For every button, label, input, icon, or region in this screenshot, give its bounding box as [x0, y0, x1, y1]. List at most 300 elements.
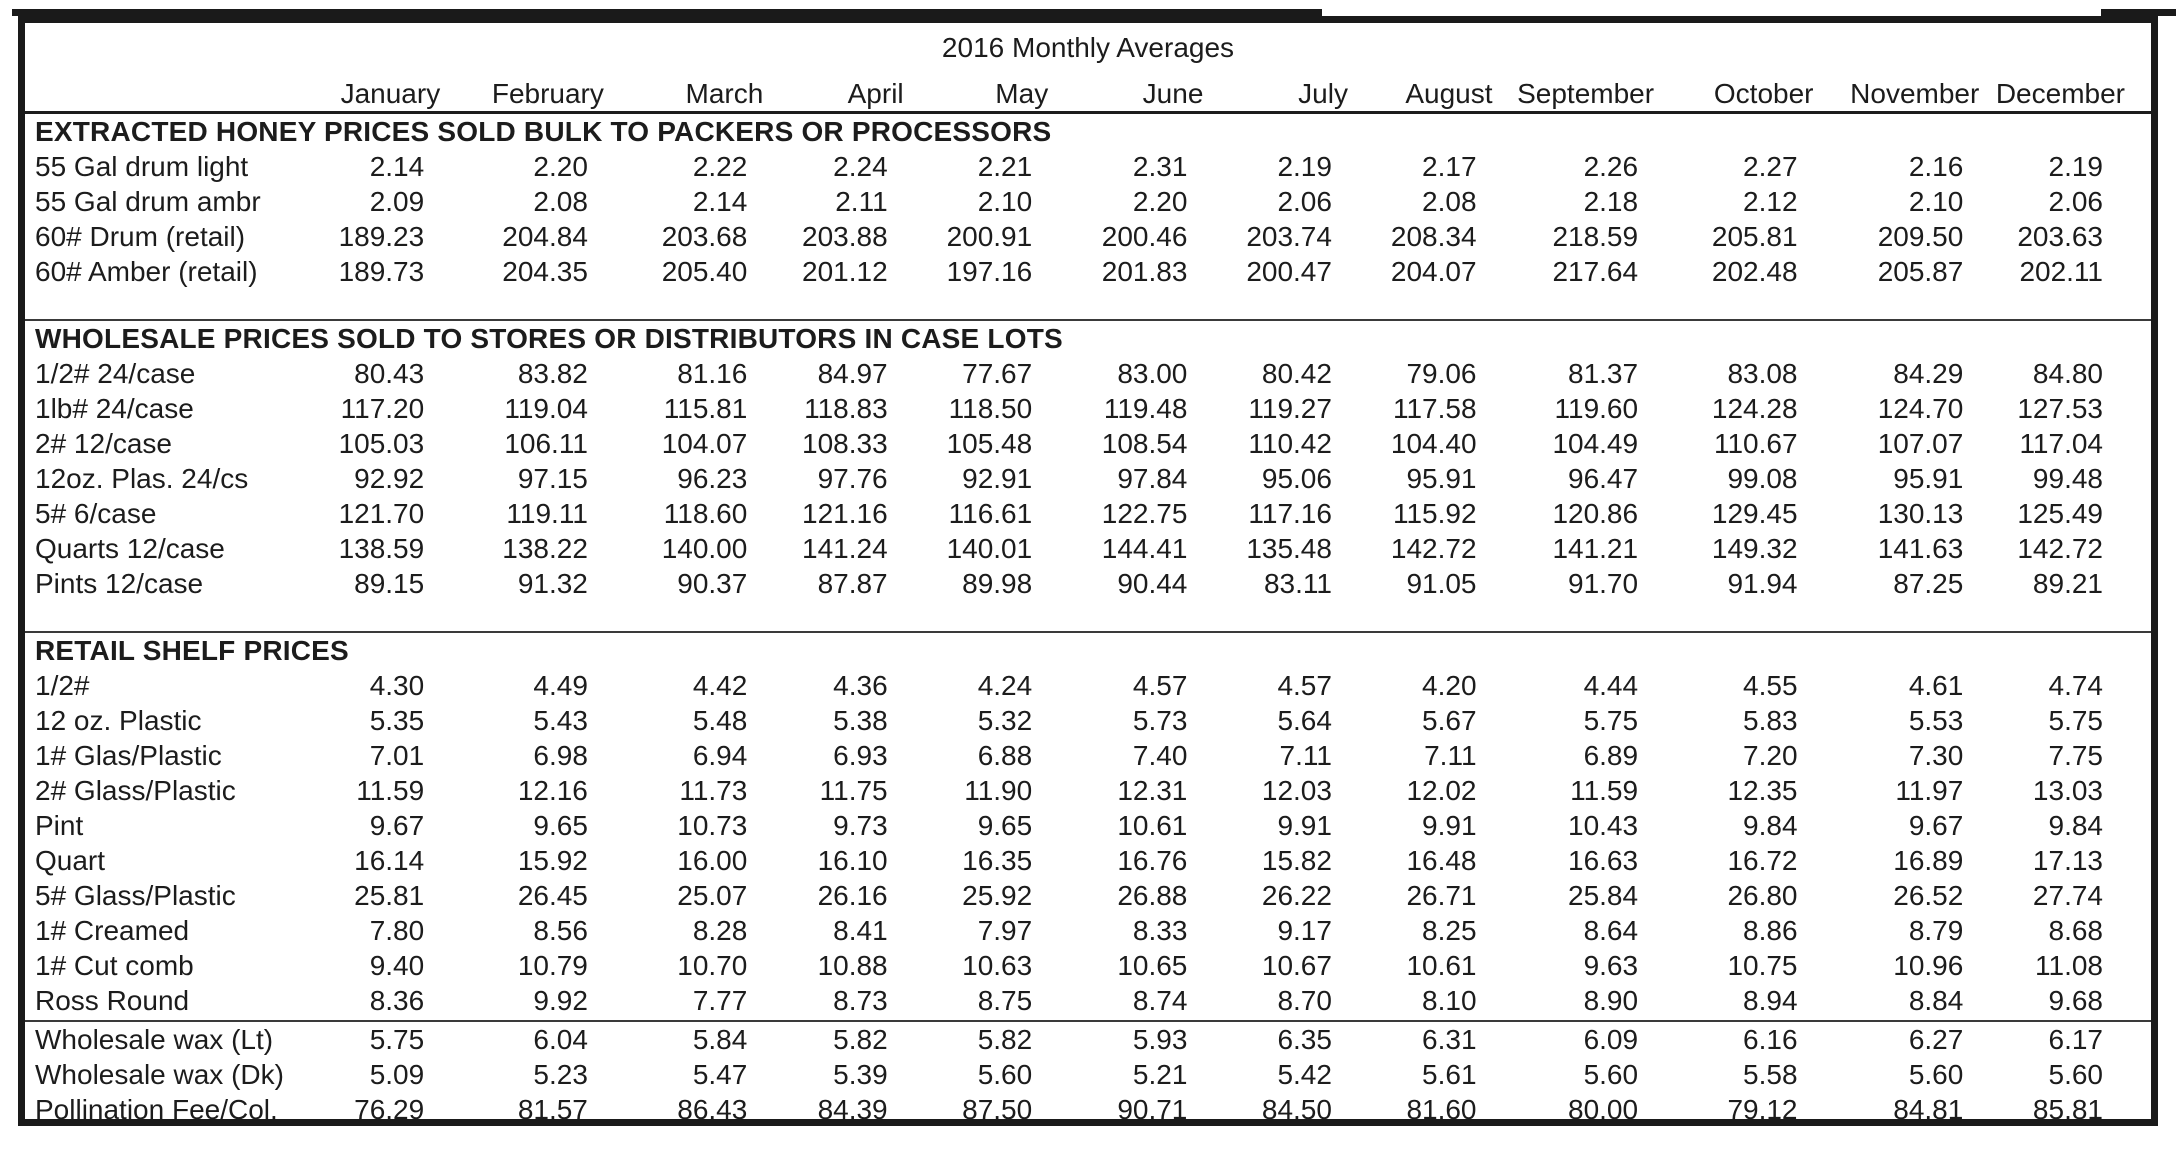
price-value: 142.72	[2017, 533, 2103, 564]
price-value: 84.80	[2032, 358, 2103, 389]
price-value: 4.55	[1743, 670, 1798, 701]
price-value: 5.60	[977, 1059, 1033, 1090]
price-value: 26.16	[817, 880, 888, 911]
row-label: 55 Gal drum ambr	[35, 186, 261, 217]
price-value: 7.97	[977, 915, 1033, 946]
price-value: 26.80	[1727, 880, 1798, 911]
price-value: 10.61	[1406, 950, 1477, 981]
table-row	[25, 426, 2151, 461]
price-value: 26.45	[517, 880, 588, 911]
row-label: Wholesale wax (Dk)	[35, 1059, 284, 1090]
price-value: 89.15	[354, 568, 425, 599]
table-row	[25, 496, 2151, 531]
row-label: 12oz. Plas. 24/cs	[35, 463, 249, 494]
row-label: Pints 12/case	[35, 568, 204, 599]
section-header: EXTRACTED HONEY PRICES SOLD BULK TO PACKERS OR PROCESSORS	[35, 116, 1052, 147]
price-value: 9.67	[1908, 810, 1964, 841]
price-value: 6.27	[1908, 1024, 1964, 1055]
price-value: 5.48	[692, 705, 748, 736]
price-value: 89.98	[962, 568, 1033, 599]
price-value: 5.83	[1743, 705, 1798, 736]
price-value: 5.75	[369, 1024, 425, 1055]
price-value: 99.08	[1727, 463, 1798, 494]
month-header: December	[1989, 73, 2151, 113]
price-value: 202.11	[2019, 256, 2103, 287]
section-separator-rule	[25, 289, 2151, 320]
price-value: 9.17	[1277, 915, 1332, 946]
month-header: March	[614, 73, 773, 113]
price-value: 189.23	[338, 221, 425, 252]
price-value: 107.07	[1877, 428, 1964, 459]
month-header: July	[1213, 73, 1358, 113]
price-value: 5.67	[1422, 705, 1477, 736]
price-value: 79.06	[1406, 358, 1477, 389]
price-value: 2.06	[1277, 186, 1332, 217]
price-value: 5.43	[533, 705, 588, 736]
price-value: 197.16	[946, 256, 1033, 287]
price-value: 8.10	[1422, 985, 1477, 1016]
price-value: 90.71	[1117, 1094, 1188, 1125]
price-value: 5.82	[833, 1024, 888, 1055]
price-value: 15.82	[1261, 845, 1332, 876]
price-value: 6.93	[833, 740, 888, 771]
price-value: 81.60	[1406, 1094, 1477, 1125]
price-value: 119.27	[1248, 393, 1332, 424]
price-value: 105.03	[338, 428, 425, 459]
price-value: 79.12	[1727, 1094, 1798, 1125]
price-value: 77.67	[962, 358, 1033, 389]
price-value: 9.68	[2048, 985, 2103, 1016]
price-value: 203.63	[2017, 221, 2103, 252]
price-value: 115.92	[1392, 498, 1477, 529]
title-row	[25, 23, 2151, 73]
month-header: June	[1058, 73, 1213, 113]
price-value: 16.63	[1568, 845, 1639, 876]
table-row	[25, 566, 2151, 601]
price-value: 5.53	[1908, 705, 1964, 736]
price-value: 105.48	[946, 428, 1033, 459]
price-value: 5.93	[1132, 1024, 1188, 1055]
price-value: 8.25	[1422, 915, 1477, 946]
table-row	[25, 356, 2151, 391]
price-value: 5.42	[1277, 1059, 1332, 1090]
table-row	[25, 983, 2151, 1018]
price-value: 7.80	[369, 915, 425, 946]
price-value: 16.76	[1117, 845, 1188, 876]
price-value: 108.54	[1101, 428, 1188, 459]
price-value: 5.82	[977, 1024, 1033, 1055]
section-header-row	[25, 320, 2151, 356]
month-header: May	[914, 73, 1059, 113]
price-value: 9.63	[1583, 950, 1639, 981]
section-separator-rule	[25, 601, 2151, 632]
price-value: 84.97	[817, 358, 888, 389]
price-value: 2.22	[692, 151, 748, 182]
price-value: 104.49	[1552, 428, 1639, 459]
price-value: 5.35	[369, 705, 425, 736]
price-value: 6.09	[1583, 1024, 1639, 1055]
price-value: 121.70	[338, 498, 425, 529]
month-header: April	[773, 73, 913, 113]
price-value: 16.89	[1893, 845, 1964, 876]
price-value: 16.10	[817, 845, 888, 876]
price-value: 2.10	[977, 186, 1033, 217]
price-value: 5.61	[1422, 1059, 1477, 1090]
price-value: 7.11	[1424, 740, 1477, 771]
price-value: 91.70	[1568, 568, 1639, 599]
price-value: 135.48	[1246, 533, 1332, 564]
price-value: 17.13	[2032, 845, 2103, 876]
section-header: RETAIL SHELF PRICES	[35, 635, 349, 666]
price-value: 85.81	[2032, 1094, 2103, 1125]
price-value: 97.76	[817, 463, 888, 494]
table-row	[25, 913, 2151, 948]
price-value: 97.15	[517, 463, 588, 494]
month-header: October	[1664, 73, 1823, 113]
row-label: Quarts 12/case	[35, 533, 225, 564]
price-value: 201.83	[1101, 256, 1188, 287]
month-header-row	[25, 73, 2151, 113]
price-value: 8.33	[1132, 915, 1188, 946]
price-value: 16.48	[1406, 845, 1477, 876]
price-value: 87.25	[1893, 568, 1964, 599]
price-report-sheet	[18, 16, 2158, 1126]
table-row	[25, 1057, 2151, 1092]
price-value: 204.35	[502, 256, 588, 287]
price-value: 6.35	[1277, 1024, 1332, 1055]
month-header: September	[1503, 73, 1665, 113]
month-header: November	[1824, 73, 1990, 113]
price-value: 119.60	[1554, 393, 1639, 424]
price-value: 2.08	[1422, 186, 1477, 217]
price-value: 142.72	[1390, 533, 1477, 564]
price-value: 90.44	[1117, 568, 1188, 599]
price-value: 9.73	[833, 810, 888, 841]
price-value: 122.75	[1101, 498, 1188, 529]
price-value: 12.16	[517, 775, 588, 806]
price-value: 4.24	[977, 670, 1033, 701]
price-value: 130.13	[1877, 498, 1964, 529]
price-value: 117.20	[340, 393, 425, 424]
price-value: 138.22	[502, 533, 588, 564]
price-value: 6.94	[692, 740, 748, 771]
price-value: 7.75	[2048, 740, 2103, 771]
price-value: 6.89	[1583, 740, 1639, 771]
price-value: 8.68	[2048, 915, 2103, 946]
price-value: 204.84	[502, 221, 588, 252]
row-label: 2# 12/case	[35, 428, 172, 459]
price-value: 203.74	[1246, 221, 1332, 252]
price-value: 138.59	[338, 533, 425, 564]
month-header: August	[1358, 73, 1503, 113]
price-value: 119.48	[1103, 393, 1188, 424]
price-value: 2.14	[369, 151, 425, 182]
table-row	[25, 149, 2151, 184]
price-value: 91.05	[1406, 568, 1477, 599]
price-value: 90.37	[677, 568, 748, 599]
price-value: 95.06	[1261, 463, 1332, 494]
price-value: 2.18	[1583, 186, 1639, 217]
row-label: 1# Cut comb	[35, 950, 194, 981]
price-value: 89.21	[2032, 568, 2103, 599]
price-value: 115.81	[663, 393, 748, 424]
price-value: 7.11	[1279, 740, 1332, 771]
price-value: 87.50	[962, 1094, 1033, 1125]
price-value: 141.24	[802, 533, 888, 564]
price-value: 83.11	[1263, 568, 1332, 599]
price-value: 87.87	[817, 568, 888, 599]
price-value: 8.75	[977, 985, 1033, 1016]
price-value: 106.11	[504, 428, 588, 459]
price-value: 117.04	[2019, 428, 2103, 459]
price-value: 208.34	[1390, 221, 1477, 252]
price-value: 4.57	[1132, 670, 1188, 701]
price-value: 4.36	[833, 670, 888, 701]
price-value: 104.40	[1390, 428, 1477, 459]
price-value: 12.03	[1261, 775, 1332, 806]
price-value: 209.50	[1877, 221, 1964, 252]
table-row	[25, 668, 2151, 703]
price-value: 8.64	[1583, 915, 1639, 946]
row-label: Ross Round	[35, 985, 190, 1016]
price-value: 5.09	[369, 1059, 425, 1090]
price-value: 217.64	[1552, 256, 1639, 287]
price-value: 86.43	[677, 1094, 748, 1125]
table-row	[25, 1092, 2151, 1127]
price-value: 10.79	[517, 950, 588, 981]
price-value: 204.07	[1390, 256, 1477, 287]
section-header: WHOLESALE PRICES SOLD TO STORES OR DISTRIBUTORS IN CASE LOTS	[35, 323, 1063, 354]
price-value: 83.82	[517, 358, 588, 389]
price-value: 2.08	[533, 186, 588, 217]
price-value: 96.23	[677, 463, 748, 494]
price-value: 4.44	[1583, 670, 1639, 701]
price-value: 2.21	[977, 151, 1033, 182]
price-value: 2.14	[692, 186, 748, 217]
price-value: 2.12	[1743, 186, 1798, 217]
section-separator-line	[25, 289, 2151, 320]
price-value: 4.42	[692, 670, 748, 701]
row-label: 60# Amber (retail)	[35, 256, 258, 287]
price-value: 9.92	[533, 985, 588, 1016]
price-value: 97.84	[1117, 463, 1188, 494]
price-value: 121.16	[802, 498, 888, 529]
price-value: 144.41	[1101, 533, 1188, 564]
price-value: 2.20	[1132, 186, 1188, 217]
price-value: 108.33	[802, 428, 888, 459]
price-value: 26.52	[1893, 880, 1964, 911]
price-value: 2.17	[1422, 151, 1477, 182]
table-row	[25, 184, 2151, 219]
table-row	[25, 1021, 2151, 1057]
table-row	[25, 948, 2151, 983]
price-value: 8.84	[1908, 985, 1964, 1016]
cropped-border-fragment-right	[2101, 9, 2176, 16]
price-value: 26.71	[1406, 880, 1477, 911]
row-label: 1/2# 24/case	[35, 358, 196, 389]
price-value: 129.45	[1711, 498, 1798, 529]
table-row	[25, 878, 2151, 913]
row-label: 60# Drum (retail)	[35, 221, 246, 252]
price-value: 2.26	[1583, 151, 1639, 182]
price-value: 2.19	[1277, 151, 1332, 182]
price-value: 8.73	[833, 985, 888, 1016]
price-value: 6.98	[533, 740, 588, 771]
row-label: 1lb# 24/case	[35, 393, 194, 424]
price-value: 6.16	[1743, 1024, 1798, 1055]
price-value: 110.67	[1713, 428, 1798, 459]
price-value: 80.43	[354, 358, 425, 389]
price-value: 5.32	[977, 705, 1033, 736]
price-value: 10.88	[817, 950, 888, 981]
price-value: 26.22	[1261, 880, 1332, 911]
price-value: 81.16	[677, 358, 748, 389]
table-row	[25, 808, 2151, 843]
price-value: 125.49	[2017, 498, 2103, 529]
price-value: 5.60	[2048, 1059, 2103, 1090]
table-row	[25, 391, 2151, 426]
price-value: 84.39	[817, 1094, 888, 1125]
price-value: 12.02	[1406, 775, 1477, 806]
price-value: 95.91	[1406, 463, 1477, 494]
price-value: 92.91	[962, 463, 1033, 494]
price-value: 92.92	[354, 463, 425, 494]
price-value: 2.06	[2048, 186, 2103, 217]
price-value: 200.91	[946, 221, 1033, 252]
row-label: 1# Creamed	[35, 915, 190, 946]
price-value: 119.11	[506, 498, 588, 529]
table-row	[25, 461, 2151, 496]
price-value: 80.00	[1568, 1094, 1639, 1125]
table-row	[25, 738, 2151, 773]
row-label: 5# 6/case	[35, 498, 157, 529]
price-value: 10.96	[1893, 950, 1964, 981]
row-label: 1# Glas/Plastic	[35, 740, 222, 771]
price-value: 7.40	[1132, 740, 1188, 771]
table-row	[25, 254, 2151, 289]
price-value: 141.63	[1877, 533, 1964, 564]
price-value: 9.67	[369, 810, 425, 841]
price-value: 11.90	[964, 775, 1033, 806]
price-value: 116.61	[948, 498, 1033, 529]
price-value: 27.74	[2032, 880, 2103, 911]
price-value: 2.19	[2048, 151, 2103, 182]
price-value: 9.91	[1277, 810, 1332, 841]
row-label: Quart	[35, 845, 106, 876]
price-value: 26.88	[1117, 880, 1188, 911]
price-value: 10.73	[677, 810, 748, 841]
price-value: 11.59	[356, 775, 425, 806]
price-table-body	[25, 113, 2151, 1128]
price-value: 117.16	[1248, 498, 1332, 529]
price-value: 8.74	[1132, 985, 1188, 1016]
price-value: 7.30	[1908, 740, 1964, 771]
price-value: 5.75	[1583, 705, 1639, 736]
price-value: 15.92	[517, 845, 588, 876]
month-header: January	[310, 73, 450, 113]
price-value: 91.94	[1727, 568, 1798, 599]
price-value: 8.79	[1908, 915, 1964, 946]
price-value: 10.75	[1727, 950, 1798, 981]
price-value: 84.50	[1261, 1094, 1332, 1125]
price-value: 9.84	[2048, 810, 2103, 841]
price-value: 84.29	[1893, 358, 1964, 389]
price-value: 9.91	[1422, 810, 1477, 841]
price-value: 10.61	[1117, 810, 1188, 841]
price-value: 118.60	[663, 498, 748, 529]
price-value: 110.42	[1248, 428, 1332, 459]
price-value: 25.92	[962, 880, 1033, 911]
price-value: 2.20	[533, 151, 588, 182]
price-value: 83.00	[1117, 358, 1188, 389]
price-value: 118.50	[948, 393, 1033, 424]
price-value: 117.58	[1392, 393, 1477, 424]
price-value: 124.28	[1711, 393, 1798, 424]
price-value: 11.73	[679, 775, 748, 806]
row-label-column-header	[25, 73, 310, 113]
price-value: 8.41	[833, 915, 888, 946]
price-value: 25.81	[354, 880, 425, 911]
cropped-border-fragment-left	[12, 9, 1322, 16]
price-value: 141.21	[1552, 533, 1639, 564]
price-value: 83.08	[1727, 358, 1798, 389]
price-value: 95.91	[1893, 463, 1964, 494]
price-value: 5.21	[1132, 1059, 1188, 1090]
price-value: 4.74	[2048, 670, 2103, 701]
price-value: 201.12	[802, 256, 888, 287]
price-value: 2.09	[369, 186, 425, 217]
price-value: 9.40	[369, 950, 425, 981]
price-value: 140.01	[946, 533, 1033, 564]
price-value: 10.63	[962, 950, 1033, 981]
price-value: 205.81	[1711, 221, 1798, 252]
price-value: 96.47	[1568, 463, 1639, 494]
price-value: 91.32	[517, 568, 588, 599]
price-value: 5.60	[1908, 1059, 1964, 1090]
price-value: 2.11	[835, 186, 888, 217]
price-value: 2.24	[833, 151, 888, 182]
price-value: 5.64	[1277, 705, 1332, 736]
price-value: 5.39	[833, 1059, 888, 1090]
price-value: 124.70	[1877, 393, 1964, 424]
price-value: 218.59	[1552, 221, 1639, 252]
row-label: Pollination Fee/Col.	[35, 1094, 278, 1125]
row-label: 1/2#	[35, 670, 90, 701]
price-value: 2.16	[1908, 151, 1964, 182]
price-value: 12.31	[1117, 775, 1188, 806]
price-value: 6.31	[1422, 1024, 1477, 1055]
price-value: 25.84	[1568, 880, 1639, 911]
price-value: 9.65	[977, 810, 1033, 841]
price-value: 2.31	[1132, 151, 1188, 182]
price-value: 200.47	[1246, 256, 1332, 287]
table-row	[25, 219, 2151, 254]
price-value: 10.67	[1261, 950, 1332, 981]
price-value: 4.57	[1277, 670, 1332, 701]
price-value: 4.20	[1422, 670, 1477, 701]
price-value: 16.00	[677, 845, 748, 876]
price-value: 104.07	[661, 428, 748, 459]
price-value: 5.58	[1743, 1059, 1798, 1090]
row-label: Pint	[35, 810, 84, 841]
price-value: 7.77	[692, 985, 748, 1016]
price-value: 12.35	[1727, 775, 1798, 806]
section-header-row	[25, 113, 2151, 150]
price-value: 6.04	[533, 1024, 588, 1055]
price-value: 5.73	[1132, 705, 1188, 736]
page-title: 2016 Monthly Averages	[941, 32, 1235, 63]
price-value: 10.70	[677, 950, 748, 981]
